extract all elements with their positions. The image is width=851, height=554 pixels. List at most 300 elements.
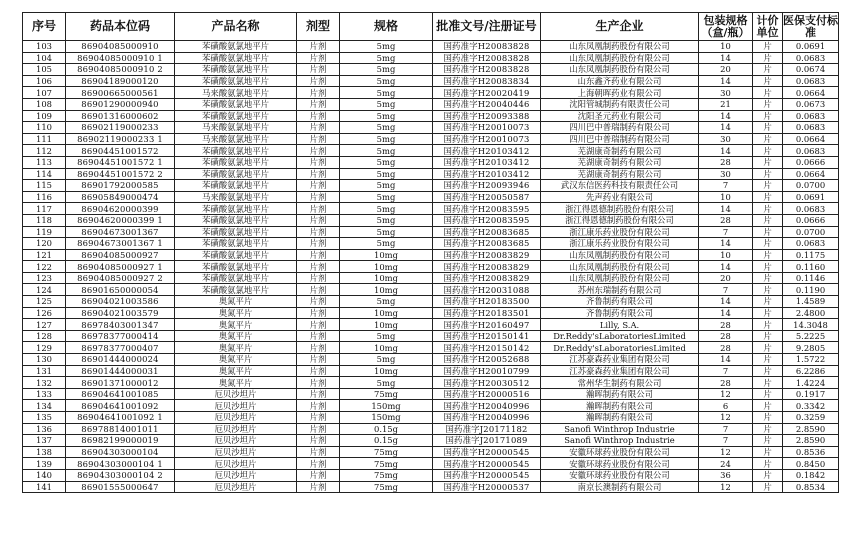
- cell-drug-code: 86901555000647: [66, 481, 175, 493]
- table-row: [23, 330, 839, 342]
- cell-payment-standard: 0.1190: [783, 284, 839, 296]
- cell-approval-number: 国药准字H20183500: [433, 296, 541, 308]
- cell-drug-code: 86904085000910 1: [66, 52, 175, 64]
- cell-index: 141: [23, 481, 66, 493]
- cell-manufacturer: 山东凤凰制药股份有限公司: [541, 41, 699, 53]
- cell-manufacturer: 沈阳管城制药有限责任公司: [541, 98, 699, 110]
- cell-pricing-unit: 片: [753, 296, 783, 308]
- table-row: [23, 133, 839, 145]
- cell-approval-number: 国药准字H20083685: [433, 226, 541, 238]
- cell-pricing-unit: 片: [753, 469, 783, 481]
- cell-specification: 75mg: [340, 481, 433, 493]
- cell-payment-standard: 0.0683: [783, 145, 839, 157]
- cell-product-name: 苯磺酸氨氯地平片: [175, 145, 297, 157]
- cell-specification: 5mg: [340, 122, 433, 134]
- cell-dosage-form: 片剂: [297, 168, 340, 180]
- cell-pricing-unit: 片: [753, 365, 783, 377]
- cell-payment-standard: 0.3342: [783, 400, 839, 412]
- cell-payment-standard: 0.0700: [783, 180, 839, 192]
- cell-index: 140: [23, 469, 66, 481]
- cell-pricing-unit: 片: [753, 354, 783, 366]
- cell-package-spec: 7: [699, 435, 753, 447]
- cell-product-name: 奥氮平片: [175, 354, 297, 366]
- cell-approval-number: 国药准字H20050587: [433, 191, 541, 203]
- cell-dosage-form: 片剂: [297, 330, 340, 342]
- table-row: [23, 261, 839, 273]
- cell-package-spec: 28: [699, 156, 753, 168]
- cell-specification: 10mg: [340, 342, 433, 354]
- cell-specification: 0.15g: [340, 423, 433, 435]
- cell-specification: 10mg: [340, 249, 433, 261]
- cell-manufacturer: 先声药业有限公司: [541, 191, 699, 203]
- cell-package-spec: 10: [699, 41, 753, 53]
- cell-index: 107: [23, 87, 66, 99]
- cell-pricing-unit: 片: [753, 133, 783, 145]
- cell-manufacturer: 山东凤凰制药股份有限公司: [541, 52, 699, 64]
- cell-payment-standard: 0.1160: [783, 261, 839, 273]
- cell-pricing-unit: 片: [753, 145, 783, 157]
- header-drug-code: 药品本位码: [66, 13, 175, 41]
- cell-index: 123: [23, 272, 66, 284]
- cell-product-name: 马来酸氨氯地平片: [175, 87, 297, 99]
- table-header-row: [23, 13, 839, 41]
- cell-pricing-unit: 片: [753, 98, 783, 110]
- document-page: [22, 12, 838, 493]
- cell-pricing-unit: 片: [753, 446, 783, 458]
- cell-package-spec: 10: [699, 191, 753, 203]
- cell-manufacturer: 四川巴中普瑞制药有限公司: [541, 133, 699, 145]
- cell-index: 115: [23, 180, 66, 192]
- cell-drug-code: 86904189000120: [66, 75, 175, 87]
- header-index: 序号: [23, 13, 66, 41]
- cell-manufacturer: 齐鲁制药有限公司: [541, 296, 699, 308]
- cell-payment-standard: 0.0674: [783, 64, 839, 76]
- table-row: [23, 180, 839, 192]
- cell-manufacturer: 芜湖康奇制药有限公司: [541, 156, 699, 168]
- cell-pricing-unit: 片: [753, 110, 783, 122]
- cell-product-name: 苯磺酸氨氯地平片: [175, 272, 297, 284]
- cell-pricing-unit: 片: [753, 180, 783, 192]
- cell-dosage-form: 片剂: [297, 203, 340, 215]
- cell-product-name: 奥氮平片: [175, 307, 297, 319]
- table-row: [23, 458, 839, 470]
- cell-approval-number: 国药准字H20083829: [433, 272, 541, 284]
- cell-package-spec: 14: [699, 203, 753, 215]
- cell-package-spec: 7: [699, 365, 753, 377]
- cell-package-spec: 21: [699, 98, 753, 110]
- cell-manufacturer: Dr.Reddy'sLaboratoriesLimited: [541, 342, 699, 354]
- cell-package-spec: 28: [699, 342, 753, 354]
- cell-package-spec: 7: [699, 284, 753, 296]
- table-row: [23, 156, 839, 168]
- cell-pricing-unit: 片: [753, 75, 783, 87]
- header-pricing-unit: 计价单位: [753, 13, 783, 41]
- cell-manufacturer: 山东凤凰制药股份有限公司: [541, 64, 699, 76]
- cell-specification: 10mg: [340, 319, 433, 331]
- cell-package-spec: 12: [699, 412, 753, 424]
- cell-index: 137: [23, 435, 66, 447]
- cell-product-name: 厄贝沙坦片: [175, 481, 297, 493]
- cell-specification: 5mg: [340, 52, 433, 64]
- cell-package-spec: 12: [699, 446, 753, 458]
- cell-package-spec: 14: [699, 52, 753, 64]
- cell-index: 134: [23, 400, 66, 412]
- cell-specification: 5mg: [340, 203, 433, 215]
- cell-manufacturer: 武汉东信医药科技有限责任公司: [541, 180, 699, 192]
- cell-payment-standard: 0.0666: [783, 214, 839, 226]
- cell-approval-number: 国药准字H20010073: [433, 133, 541, 145]
- cell-specification: 5mg: [340, 75, 433, 87]
- cell-payment-standard: 0.0700: [783, 226, 839, 238]
- cell-product-name: 苯磺酸氨氯地平片: [175, 249, 297, 261]
- table-row: [23, 272, 839, 284]
- cell-approval-number: 国药准字H20083834: [433, 75, 541, 87]
- cell-drug-code: 86901316000602: [66, 110, 175, 122]
- cell-package-spec: 28: [699, 319, 753, 331]
- cell-manufacturer: Sanofi Winthrop Industrie: [541, 435, 699, 447]
- cell-pricing-unit: 片: [753, 377, 783, 389]
- cell-drug-code: 86982199000019: [66, 435, 175, 447]
- cell-index: 121: [23, 249, 66, 261]
- cell-index: 128: [23, 330, 66, 342]
- cell-product-name: 厄贝沙坦片: [175, 469, 297, 481]
- cell-specification: 75mg: [340, 469, 433, 481]
- table-row: [23, 238, 839, 250]
- cell-manufacturer: 山东凤凰制药股份有限公司: [541, 249, 699, 261]
- cell-product-name: 苯磺酸氨氯地平片: [175, 261, 297, 273]
- header-product-name: 产品名称: [175, 13, 297, 41]
- cell-specification: 5mg: [340, 168, 433, 180]
- cell-index: 104: [23, 52, 66, 64]
- cell-index: 116: [23, 191, 66, 203]
- cell-package-spec: 14: [699, 261, 753, 273]
- cell-package-spec: 12: [699, 388, 753, 400]
- cell-product-name: 奥氮平片: [175, 319, 297, 331]
- cell-approval-number: 国药准字H20083828: [433, 52, 541, 64]
- cell-payment-standard: 1.4224: [783, 377, 839, 389]
- cell-payment-standard: 2.8590: [783, 435, 839, 447]
- cell-dosage-form: 片剂: [297, 307, 340, 319]
- cell-manufacturer: 江苏豪森药业集团有限公司: [541, 365, 699, 377]
- cell-drug-code: 86904085000927 2: [66, 272, 175, 284]
- table-row: [23, 296, 839, 308]
- cell-drug-code: 86902119000233: [66, 122, 175, 134]
- table-row: [23, 52, 839, 64]
- drug-price-table: [22, 12, 839, 493]
- cell-drug-code: 86901444000024: [66, 354, 175, 366]
- cell-specification: 5mg: [340, 41, 433, 53]
- cell-specification: 5mg: [340, 330, 433, 342]
- cell-payment-standard: 0.3259: [783, 412, 839, 424]
- cell-payment-standard: 0.0691: [783, 191, 839, 203]
- cell-specification: 75mg: [340, 458, 433, 470]
- cell-package-spec: 28: [699, 330, 753, 342]
- cell-index: 113: [23, 156, 66, 168]
- cell-approval-number: 国药准字H20150141: [433, 330, 541, 342]
- cell-manufacturer: 安徽环球药业股份有限公司: [541, 458, 699, 470]
- table-body: [23, 41, 839, 493]
- cell-approval-number: 国药准字H20000545: [433, 469, 541, 481]
- cell-package-spec: 12: [699, 481, 753, 493]
- cell-package-spec: 30: [699, 87, 753, 99]
- cell-dosage-form: 片剂: [297, 110, 340, 122]
- cell-index: 133: [23, 388, 66, 400]
- cell-package-spec: 20: [699, 272, 753, 284]
- cell-package-spec: 36: [699, 469, 753, 481]
- cell-index: 110: [23, 122, 66, 134]
- cell-payment-standard: 0.1842: [783, 469, 839, 481]
- cell-product-name: 苯磺酸氨氯地平片: [175, 238, 297, 250]
- cell-pricing-unit: 片: [753, 238, 783, 250]
- cell-approval-number: 国药准字H20031088: [433, 284, 541, 296]
- table-row: [23, 423, 839, 435]
- cell-dosage-form: 片剂: [297, 249, 340, 261]
- cell-index: 114: [23, 168, 66, 180]
- table-row: [23, 284, 839, 296]
- cell-drug-code: 86902119000233 1: [66, 133, 175, 145]
- cell-drug-code: 86904620000399: [66, 203, 175, 215]
- cell-payment-standard: 0.0664: [783, 87, 839, 99]
- cell-payment-standard: 0.0683: [783, 110, 839, 122]
- table-row: [23, 481, 839, 493]
- cell-dosage-form: 片剂: [297, 400, 340, 412]
- cell-approval-number: 国药准字H20010799: [433, 365, 541, 377]
- cell-package-spec: 30: [699, 133, 753, 145]
- cell-specification: 10mg: [340, 261, 433, 273]
- cell-index: 109: [23, 110, 66, 122]
- cell-manufacturer: 芜湖康奇制药有限公司: [541, 168, 699, 180]
- cell-product-name: 厄贝沙坦片: [175, 446, 297, 458]
- cell-manufacturer: 安徽环球药业股份有限公司: [541, 446, 699, 458]
- cell-index: 118: [23, 214, 66, 226]
- cell-pricing-unit: 片: [753, 203, 783, 215]
- cell-manufacturer: 浙江得恩德制药股份有限公司: [541, 214, 699, 226]
- cell-manufacturer: 安徽环球药业股份有限公司: [541, 469, 699, 481]
- cell-payment-standard: 9.2805: [783, 342, 839, 354]
- cell-index: 131: [23, 365, 66, 377]
- cell-approval-number: 国药准字H20030512: [433, 377, 541, 389]
- cell-manufacturer: 浙江得恩德制药股份有限公司: [541, 203, 699, 215]
- cell-index: 125: [23, 296, 66, 308]
- cell-manufacturer: 山东凤凰制药股份有限公司: [541, 272, 699, 284]
- table-row: [23, 435, 839, 447]
- cell-package-spec: 14: [699, 145, 753, 157]
- cell-drug-code: 86904303000104 2: [66, 469, 175, 481]
- cell-product-name: 厄贝沙坦片: [175, 412, 297, 424]
- cell-package-spec: 28: [699, 214, 753, 226]
- cell-manufacturer: Sanofi Winthrop Industrie: [541, 423, 699, 435]
- cell-manufacturer: 上海朝晖药业有限公司: [541, 87, 699, 99]
- cell-specification: 5mg: [340, 98, 433, 110]
- cell-approval-number: 国药准字H20083828: [433, 64, 541, 76]
- cell-approval-number: 国药准字H20083829: [433, 261, 541, 273]
- cell-dosage-form: 片剂: [297, 156, 340, 168]
- cell-index: 120: [23, 238, 66, 250]
- cell-payment-standard: 0.0683: [783, 75, 839, 87]
- cell-approval-number: 国药准字H20093388: [433, 110, 541, 122]
- cell-specification: 150mg: [340, 412, 433, 424]
- cell-payment-standard: 0.1146: [783, 272, 839, 284]
- cell-specification: 5mg: [340, 133, 433, 145]
- cell-payment-standard: 0.0683: [783, 122, 839, 134]
- header-manufacturer: 生产企业: [541, 13, 699, 41]
- cell-product-name: 奥氮平片: [175, 342, 297, 354]
- cell-dosage-form: 片剂: [297, 435, 340, 447]
- cell-manufacturer: 芜湖康奇制药有限公司: [541, 145, 699, 157]
- cell-product-name: 苯磺酸氨氯地平片: [175, 98, 297, 110]
- cell-product-name: 厄贝沙坦片: [175, 400, 297, 412]
- cell-drug-code: 86904673001367: [66, 226, 175, 238]
- cell-dosage-form: 片剂: [297, 354, 340, 366]
- cell-manufacturer: 瀚晖制药有限公司: [541, 388, 699, 400]
- cell-dosage-form: 片剂: [297, 214, 340, 226]
- cell-index: 129: [23, 342, 66, 354]
- table-row: [23, 41, 839, 53]
- cell-specification: 5mg: [340, 238, 433, 250]
- cell-approval-number: 国药准字H20083829: [433, 249, 541, 261]
- table-row: [23, 168, 839, 180]
- table-row: [23, 75, 839, 87]
- cell-package-spec: 14: [699, 307, 753, 319]
- cell-package-spec: 24: [699, 458, 753, 470]
- header-approval-number: 批准文号/注册证号: [433, 13, 541, 41]
- cell-payment-standard: 0.8536: [783, 446, 839, 458]
- cell-manufacturer: 齐鲁制药有限公司: [541, 307, 699, 319]
- cell-product-name: 苯磺酸氨氯地平片: [175, 168, 297, 180]
- cell-approval-number: 国药准字J20171182: [433, 423, 541, 435]
- cell-drug-code: 86904673001367 1: [66, 238, 175, 250]
- cell-approval-number: 国药准字H20103412: [433, 145, 541, 157]
- cell-pricing-unit: 片: [753, 481, 783, 493]
- table-row: [23, 64, 839, 76]
- header-dosage-form: 剂型: [297, 13, 340, 41]
- cell-approval-number: 国药准字H20083595: [433, 203, 541, 215]
- cell-drug-code: 86978377000414: [66, 330, 175, 342]
- cell-dosage-form: 片剂: [297, 319, 340, 331]
- cell-product-name: 苯磺酸氨氯地平片: [175, 110, 297, 122]
- cell-product-name: 马来酸氨氯地平片: [175, 191, 297, 203]
- cell-approval-number: 国药准字H20000545: [433, 458, 541, 470]
- table-row: [23, 365, 839, 377]
- header-package-spec: 包装规格（盒/瓶）: [699, 13, 753, 41]
- cell-approval-number: 国药准字H20083685: [433, 238, 541, 250]
- cell-product-name: 苯磺酸氨氯地平片: [175, 214, 297, 226]
- cell-dosage-form: 片剂: [297, 388, 340, 400]
- cell-dosage-form: 片剂: [297, 469, 340, 481]
- cell-pricing-unit: 片: [753, 342, 783, 354]
- cell-manufacturer: 江苏豪森药业集团有限公司: [541, 354, 699, 366]
- cell-pricing-unit: 片: [753, 52, 783, 64]
- cell-index: 132: [23, 377, 66, 389]
- cell-pricing-unit: 片: [753, 435, 783, 447]
- cell-dosage-form: 片剂: [297, 75, 340, 87]
- cell-specification: 5mg: [340, 180, 433, 192]
- cell-payment-standard: 5.2225: [783, 330, 839, 342]
- cell-pricing-unit: 片: [753, 168, 783, 180]
- cell-product-name: 苯磺酸氨氯地平片: [175, 75, 297, 87]
- cell-product-name: 苯磺酸氨氯地平片: [175, 226, 297, 238]
- cell-dosage-form: 片剂: [297, 180, 340, 192]
- cell-specification: 5mg: [340, 214, 433, 226]
- cell-specification: 10mg: [340, 272, 433, 284]
- cell-package-spec: 14: [699, 354, 753, 366]
- cell-drug-code: 86904021003586: [66, 296, 175, 308]
- cell-specification: 75mg: [340, 446, 433, 458]
- cell-product-name: 苯磺酸氨氯地平片: [175, 52, 297, 64]
- cell-drug-code: 86904451001572 2: [66, 168, 175, 180]
- cell-dosage-form: 片剂: [297, 296, 340, 308]
- cell-approval-number: 国药准字J20171089: [433, 435, 541, 447]
- cell-index: 106: [23, 75, 66, 87]
- cell-index: 105: [23, 64, 66, 76]
- cell-pricing-unit: 片: [753, 319, 783, 331]
- table-row: [23, 446, 839, 458]
- cell-drug-code: 86904303000104 1: [66, 458, 175, 470]
- cell-package-spec: 7: [699, 226, 753, 238]
- cell-index: 139: [23, 458, 66, 470]
- table-row: [23, 191, 839, 203]
- cell-pricing-unit: 片: [753, 64, 783, 76]
- cell-dosage-form: 片剂: [297, 272, 340, 284]
- cell-dosage-form: 片剂: [297, 377, 340, 389]
- cell-pricing-unit: 片: [753, 261, 783, 273]
- cell-dosage-form: 片剂: [297, 191, 340, 203]
- cell-dosage-form: 片剂: [297, 98, 340, 110]
- cell-payment-standard: 0.0664: [783, 168, 839, 180]
- cell-product-name: 奥氮平片: [175, 296, 297, 308]
- cell-pricing-unit: 片: [753, 284, 783, 296]
- cell-manufacturer: 浙江康乐药业股份有限公司: [541, 226, 699, 238]
- cell-manufacturer: Lilly, S.A.: [541, 319, 699, 331]
- cell-manufacturer: 苏州东瑞制药有限公司: [541, 284, 699, 296]
- table-row: [23, 388, 839, 400]
- cell-index: 138: [23, 446, 66, 458]
- cell-payment-standard: 0.8534: [783, 481, 839, 493]
- cell-product-name: 厄贝沙坦片: [175, 458, 297, 470]
- cell-payment-standard: 14.3048: [783, 319, 839, 331]
- cell-drug-code: 86900665000561: [66, 87, 175, 99]
- cell-index: 135: [23, 412, 66, 424]
- cell-product-name: 厄贝沙坦片: [175, 388, 297, 400]
- cell-specification: 5mg: [340, 156, 433, 168]
- cell-approval-number: 国药准字H20083828: [433, 41, 541, 53]
- cell-package-spec: 14: [699, 75, 753, 87]
- cell-specification: 5mg: [340, 64, 433, 76]
- table-row: [23, 87, 839, 99]
- cell-drug-code: 86904451001572 1: [66, 156, 175, 168]
- cell-drug-code: 86901792000585: [66, 180, 175, 192]
- table-row: [23, 319, 839, 331]
- cell-index: 117: [23, 203, 66, 215]
- cell-product-name: 苯磺酸氨氯地平片: [175, 203, 297, 215]
- cell-pricing-unit: 片: [753, 41, 783, 53]
- cell-dosage-form: 片剂: [297, 412, 340, 424]
- cell-manufacturer: 瀚晖制药有限公司: [541, 400, 699, 412]
- cell-approval-number: 国药准字H20103412: [433, 168, 541, 180]
- table-row: [23, 145, 839, 157]
- cell-dosage-form: 片剂: [297, 64, 340, 76]
- table-row: [23, 377, 839, 389]
- cell-product-name: 苯磺酸氨氯地平片: [175, 284, 297, 296]
- cell-package-spec: 14: [699, 238, 753, 250]
- cell-dosage-form: 片剂: [297, 284, 340, 296]
- cell-specification: 5mg: [340, 226, 433, 238]
- table-row: [23, 98, 839, 110]
- cell-approval-number: 国药准字H20020419: [433, 87, 541, 99]
- cell-product-name: 苯磺酸氨氯地平片: [175, 64, 297, 76]
- cell-product-name: 马来酸氨氯地平片: [175, 122, 297, 134]
- cell-product-name: 苯磺酸氨氯地平片: [175, 156, 297, 168]
